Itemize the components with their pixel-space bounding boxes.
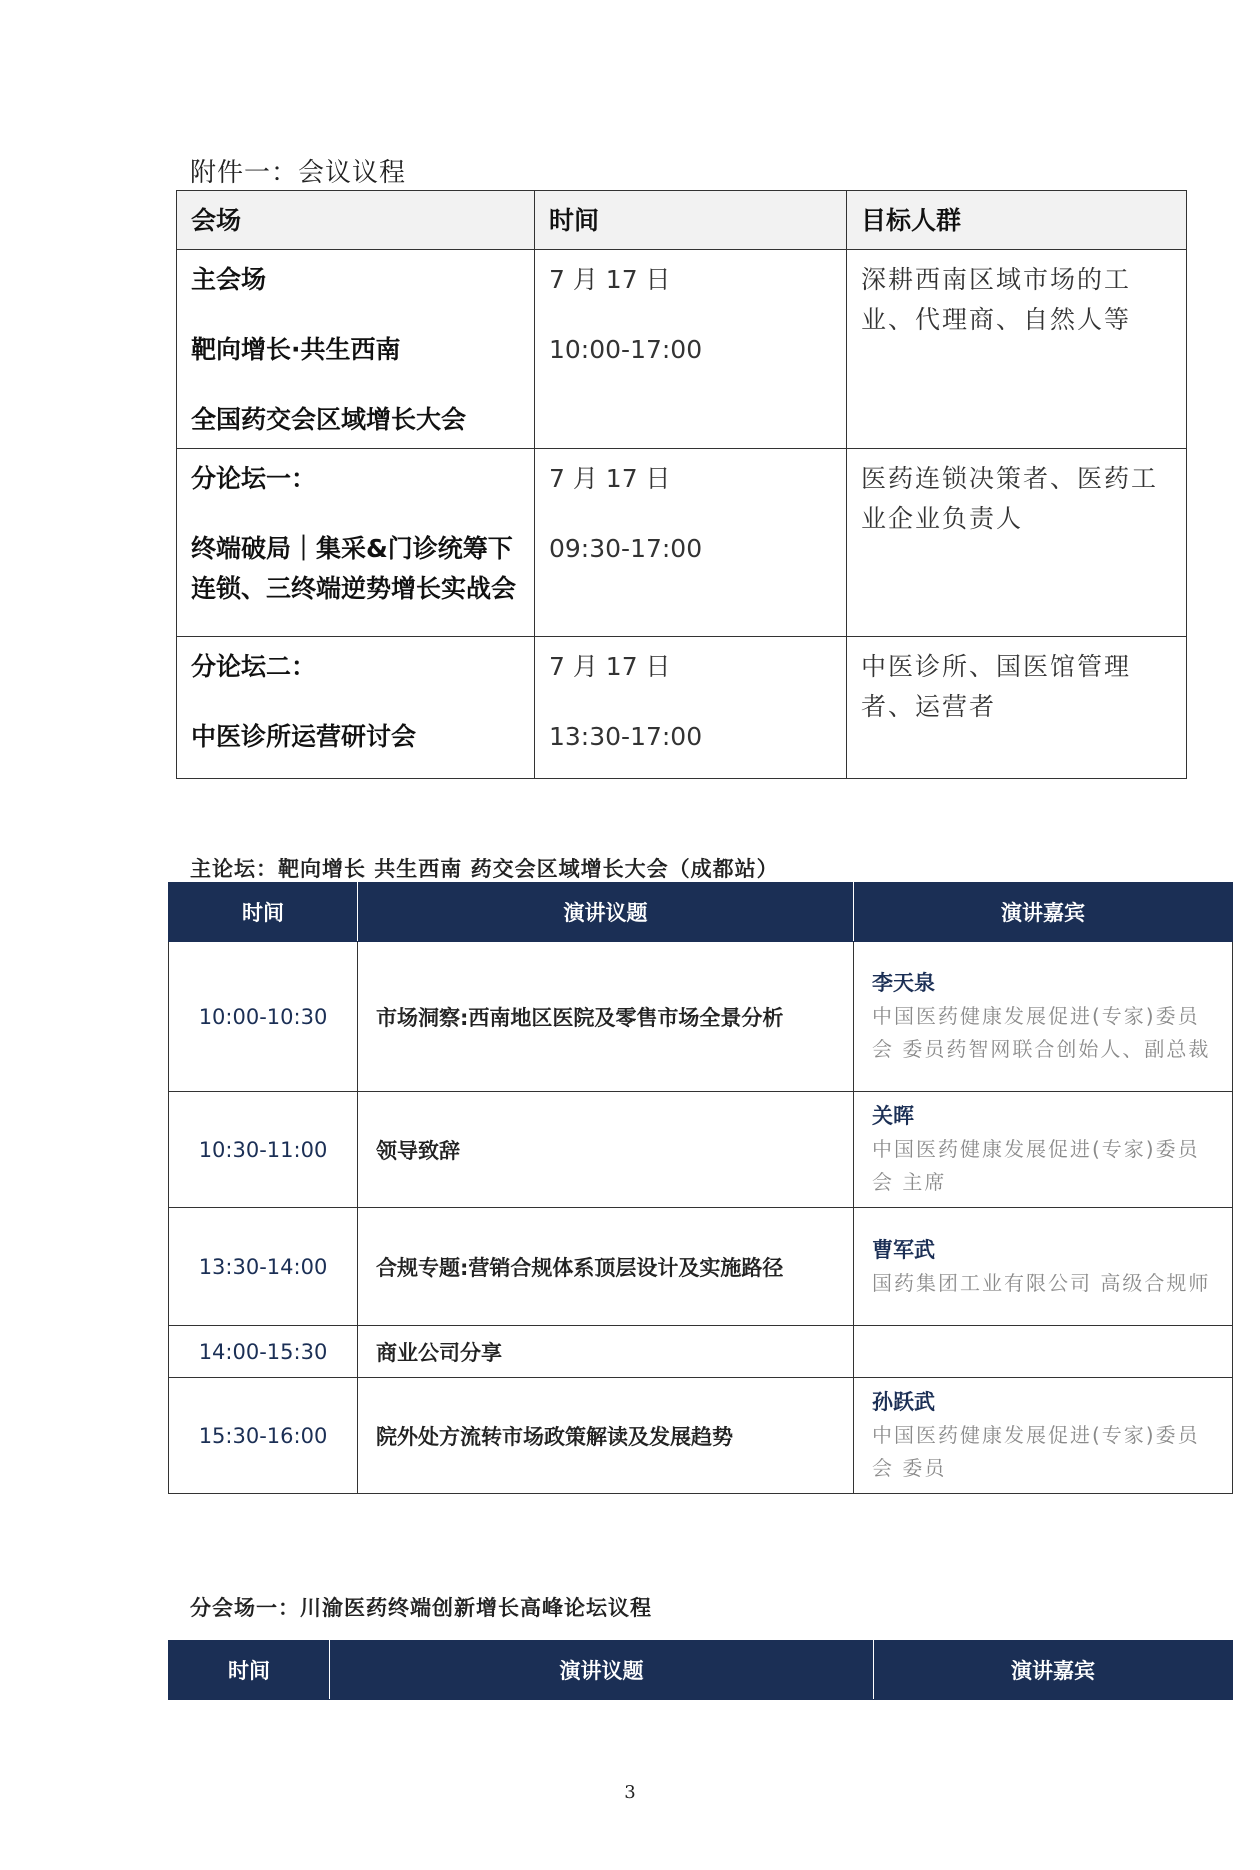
session-time: 10:00-10:30 — [169, 942, 358, 1092]
venue-cell — [177, 250, 535, 449]
overview-row-main — [177, 250, 1187, 449]
speaker-name: 孙跃武 — [872, 1390, 935, 1414]
speaker-cell — [854, 1326, 1233, 1378]
table-row — [169, 1326, 1233, 1378]
overview-header-row — [177, 191, 1187, 250]
time-text: 09:30-17:00 — [549, 534, 703, 563]
table-row — [169, 1092, 1233, 1208]
venue-line: 终端破局｜集采&门诊统筹下连锁、三终端逆势增长实战会 — [191, 534, 517, 603]
venue-cell — [177, 637, 535, 779]
overview-row-forum-one — [177, 449, 1187, 637]
venue-line: 主会场 — [191, 265, 267, 294]
session-topic: 合规专题:营销合规体系顶层设计及实施路径 — [358, 1208, 854, 1326]
speaker-name: 关晖 — [872, 1104, 914, 1128]
venue-line: 分论坛一： — [191, 464, 317, 493]
session-topic: 商业公司分享 — [358, 1326, 854, 1378]
speaker-title: 中国医药健康发展促进(专家)委员会 主席 — [872, 1137, 1200, 1194]
venue-cell — [177, 449, 535, 637]
venue-line: 中医诊所运营研讨会 — [191, 722, 417, 751]
session-time: 13:30-14:00 — [169, 1208, 358, 1326]
audience-cell: 深耕西南区域市场的工业、代理商、自然人等 — [847, 250, 1187, 449]
header-time: 时间 — [535, 191, 847, 250]
session-time: 14:00-15:30 — [169, 1326, 358, 1378]
table-row — [169, 942, 1233, 1092]
main-forum-table — [168, 882, 1233, 1494]
session-topic: 院外处方流转市场政策解读及发展趋势 — [358, 1378, 854, 1494]
header-topic: 演讲议题 — [330, 1641, 874, 1700]
audience-cell: 中医诊所、国医馆管理者、运营者 — [847, 637, 1187, 779]
sub-forum-header-row — [169, 1641, 1233, 1700]
main-forum-header-row — [169, 883, 1233, 942]
speaker-title: 中国医药健康发展促进(专家)委员会 委员 — [872, 1423, 1200, 1480]
sub-forum-one-title: 分会场一：川渝医药终端创新增长高峰论坛议程 — [190, 1596, 652, 1620]
main-forum-title: 主论坛：靶向增长 共生西南 药交会区域增长大会（成都站） — [190, 857, 779, 881]
header-time: 时间 — [169, 1641, 330, 1700]
time-cell — [535, 449, 847, 637]
venue-line: 全国药交会区域增长大会 — [191, 405, 467, 434]
header-speaker: 演讲嘉宾 — [874, 1641, 1233, 1700]
venue-line: 分论坛二： — [191, 652, 317, 681]
attachment-title: 附件一：会议议程 — [190, 158, 407, 188]
sub-forum-one-table — [168, 1640, 1233, 1700]
speaker-name: 李天泉 — [872, 971, 935, 995]
speaker-cell — [854, 1092, 1233, 1208]
speaker-title: 中国医药健康发展促进(专家)委员会 委员药智网联合创始人、副总裁 — [872, 1004, 1211, 1061]
overview-row-forum-two — [177, 637, 1187, 779]
speaker-title: 国药集团工业有限公司 高级合规师 — [872, 1270, 1211, 1295]
speaker-name: 曹军武 — [872, 1237, 935, 1262]
session-time: 15:30-16:00 — [169, 1378, 358, 1494]
session-time: 10:30-11:00 — [169, 1092, 358, 1208]
header-speaker: 演讲嘉宾 — [854, 883, 1233, 942]
agenda-overview-table — [176, 190, 1187, 779]
time-cell — [535, 250, 847, 449]
speaker-cell — [854, 942, 1233, 1092]
venue-line: 靶向增长·共生西南 — [191, 335, 401, 364]
session-topic: 市场洞察:西南地区医院及零售市场全景分析 — [358, 942, 854, 1092]
session-topic: 领导致辞 — [358, 1092, 854, 1208]
page-number: 3 — [624, 1782, 636, 1803]
date-text: 7 月 17 日 — [549, 464, 671, 493]
time-cell — [535, 637, 847, 779]
header-audience: 目标人群 — [847, 191, 1187, 250]
time-text: 13:30-17:00 — [549, 722, 703, 751]
time-text: 10:00-17:00 — [549, 335, 703, 364]
header-venue: 会场 — [177, 191, 535, 250]
table-row — [169, 1208, 1233, 1326]
speaker-cell — [854, 1378, 1233, 1494]
header-topic: 演讲议题 — [358, 883, 854, 942]
speaker-cell — [854, 1208, 1233, 1326]
date-text: 7 月 17 日 — [549, 265, 671, 294]
audience-cell: 医药连锁决策者、医药工业企业负责人 — [847, 449, 1187, 637]
date-text: 7 月 17 日 — [549, 652, 671, 681]
table-row — [169, 1378, 1233, 1494]
header-time: 时间 — [169, 883, 358, 942]
